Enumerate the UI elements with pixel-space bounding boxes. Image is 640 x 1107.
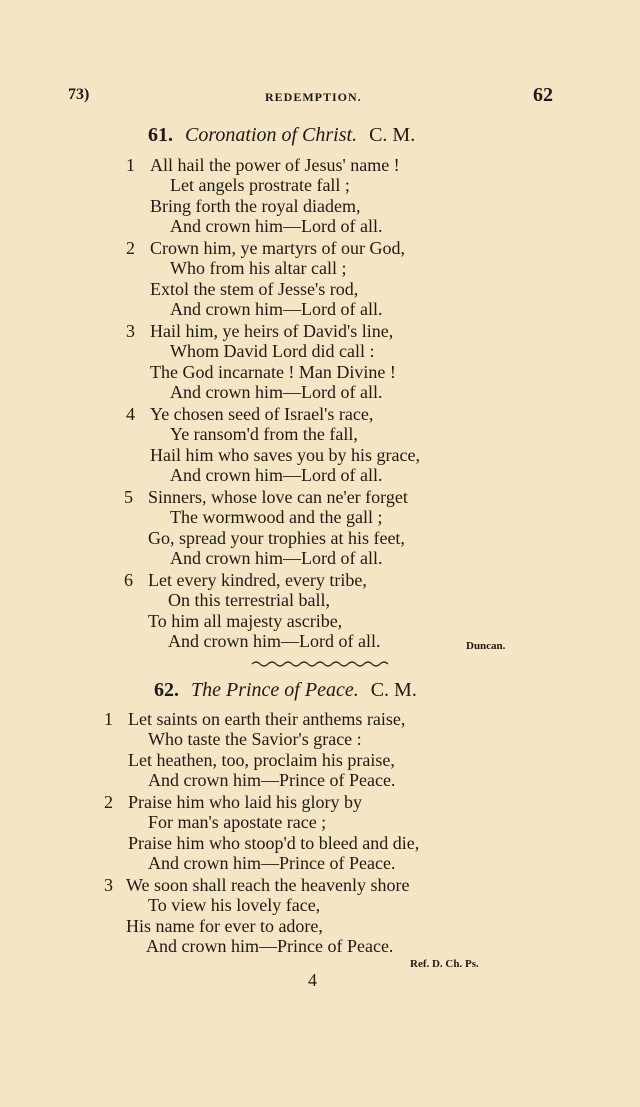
hymn-61-title: [148, 124, 415, 147]
verse-line: And crown him—Lord of all.: [170, 548, 383, 568]
verse-line: And crown him—Lord of all.: [170, 216, 383, 236]
verse-line: Extol the stem of Jesse's rod,: [150, 279, 359, 299]
verse-line: Sinners, whose love can ne'er forget: [148, 487, 408, 507]
verse-line: For man's apostate race ;: [148, 812, 327, 832]
verse-line: The God incarnate ! Man Divine !: [150, 362, 396, 382]
hymn-62-title: [154, 679, 417, 702]
verse-line: On this terrestrial ball,: [168, 590, 330, 610]
hymn-number: 62.: [154, 679, 179, 701]
verse-number: 4: [126, 404, 135, 424]
hymn-number: 61.: [148, 124, 173, 146]
verse-line: And crown him—Lord of all.: [170, 382, 383, 402]
verse-line: And crown him—Lord of all.: [170, 465, 383, 485]
verse-number: 6: [124, 570, 133, 590]
verse-line: Bring forth the royal diadem,: [150, 196, 361, 216]
verse-line: To him all majesty ascribe,: [148, 611, 343, 631]
verse-line: And crown him—Lord of all.: [168, 631, 381, 651]
verse-line: Crown him, ye martyrs of our God,: [150, 238, 405, 258]
hymn-title: The Prince of Peace.: [191, 679, 359, 701]
hymn-attribution: Duncan.: [466, 640, 506, 652]
verse-line: Ye chosen seed of Israel's race,: [150, 404, 374, 424]
signature-mark: 4: [308, 970, 317, 990]
running-head: REDEMPTION.: [265, 90, 362, 104]
verse-line: The wormwood and the gall ;: [170, 507, 383, 527]
verse-number: 1: [126, 155, 135, 175]
ornamental-divider: [250, 658, 392, 670]
hymn-meter: C. M.: [369, 124, 416, 146]
verse-line: Ye ransom'd from the fall,: [170, 424, 358, 444]
verse-line: All hail the power of Jesus' name !: [150, 155, 400, 175]
verse-line: Let angels prostrate fall ;: [170, 175, 350, 195]
verse-line: Let saints on earth their anthems raise,: [128, 709, 406, 729]
verse-number: 3: [126, 321, 135, 341]
verse-number: 2: [126, 238, 135, 258]
hymn-attribution: Ref. D. Ch. Ps.: [410, 958, 479, 970]
hymn-title: Coronation of Christ.: [185, 124, 358, 146]
verse-number: 3: [104, 875, 113, 895]
page-number: 62: [533, 84, 553, 106]
verse-line: And crown him—Prince of Peace.: [148, 770, 396, 790]
verse-line: Whom David Lord did call :: [170, 341, 375, 361]
verse-line: Who taste the Savior's grace :: [148, 729, 362, 749]
verse-line: His name for ever to adore,: [126, 916, 323, 936]
verse-line: We soon shall reach the heavenly shore: [126, 875, 410, 895]
verse-line: Hail him who saves you by his grace,: [150, 445, 420, 465]
verse-line: And crown him—Prince of Peace.: [148, 853, 396, 873]
header-left-mark: 73): [68, 86, 90, 103]
verse-line: Let heathen, too, proclaim his praise,: [128, 750, 395, 770]
verse-line: Who from his altar call ;: [170, 258, 347, 278]
verse-line: Let every kindred, every tribe,: [148, 570, 367, 590]
verse-line: And crown him—Prince of Peace.: [146, 936, 394, 956]
verse-line: Praise him who stoop'd to bleed and die,: [128, 833, 420, 853]
verse-line: Praise him who laid his glory by: [128, 792, 362, 812]
verse-line: And crown him—Lord of all.: [170, 299, 383, 319]
hymn-meter: C. M.: [370, 679, 417, 701]
verse-line: To view his lovely face,: [148, 895, 321, 915]
verse-number: 2: [104, 792, 113, 812]
verse-number: 5: [124, 487, 133, 507]
verse-number: 1: [104, 709, 113, 729]
verse-line: Hail him, ye heirs of David's line,: [150, 321, 394, 341]
verse-line: Go, spread your trophies at his feet,: [148, 528, 405, 548]
